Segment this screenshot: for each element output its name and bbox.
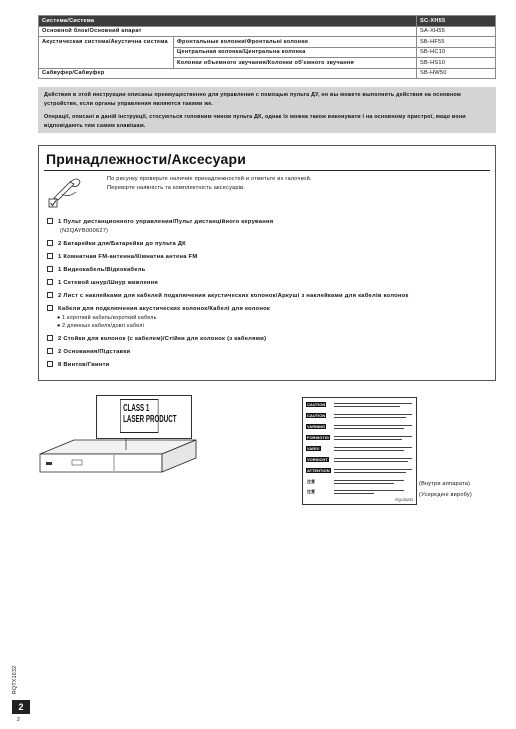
row-label: Основной блок/Основний апарат — [39, 26, 417, 37]
list-item — [47, 348, 130, 356]
laser-line-2: LASER PRODUCT — [123, 414, 177, 425]
title-divider — [44, 170, 490, 171]
caution-tag: ATTENTION — [307, 468, 330, 473]
accessories-title: Принадлежности/Аксесуари — [46, 151, 247, 167]
list-item — [47, 266, 145, 274]
row-code: SA-XH55 — [417, 26, 496, 37]
intro-ru: По рисунку проверьте наличие принадлежностей и отметьте их галочкой. — [107, 176, 312, 182]
list-item — [47, 253, 197, 261]
caution-tag: CAUTION — [307, 413, 326, 418]
item-text: 1 Видеокабель/Відеокабель — [58, 267, 146, 273]
row-sub: Центральная колонка/Центральна колонка — [174, 47, 417, 58]
item-text: Кабели для подключения акустических колонок/Кабелі для колонок — [58, 306, 271, 312]
caution-tag: VARO! — [307, 446, 320, 451]
checkbox[interactable] — [47, 335, 53, 341]
caution-tag: FORSIGTIG — [307, 435, 329, 440]
note-ru: Действия в этой инструкции описаны преимущественно для управления с помощью пульта ДУ, но вы можете выполнять действия на основном устройстве, если органы управления являются такими же. — [44, 92, 461, 107]
item-text: 1 Сетевой шнур/Шнур живлення — [58, 280, 159, 286]
item-text: 2 Лист с наклейками для кабелей подключения акустических колонок/Аркуші з наклейками для кабелів колонок — [58, 293, 409, 299]
list-item — [47, 240, 186, 248]
row-label: Сабвуфер/Сабвуфер — [39, 68, 417, 79]
row-code: SB-HW50 — [417, 68, 496, 79]
item-text: 1 Пульт дистанционного управления/Пульт дистанційного керування — [58, 219, 274, 225]
checkbox[interactable] — [47, 266, 53, 272]
hand-checkmark-icon — [48, 172, 84, 208]
inside-caption-ua: (Усередені виробу) — [419, 492, 472, 498]
checkbox[interactable] — [47, 348, 53, 354]
checkbox[interactable] — [47, 218, 53, 224]
list-item — [47, 335, 266, 343]
caution-tag: 注意 — [307, 489, 315, 494]
caution-tag: VARNING — [307, 424, 326, 429]
item-bullet: ● 2 длинных кабеля/довгі кабелі — [57, 323, 144, 329]
row-sub: Колонки объемного звучания/Колонки об'ємного звучання — [174, 58, 417, 69]
inside-caption-ru: (Внутри аппарата) — [419, 481, 471, 487]
item-text: 1 Комнатная FM-антенна/Кімнатна антена FM — [58, 254, 198, 260]
row-code: SB-HF55 — [417, 37, 496, 48]
checkbox[interactable] — [47, 240, 53, 246]
caution-tag: VORSICHT — [307, 457, 328, 462]
remote-note — [38, 87, 496, 133]
caution-label — [302, 397, 417, 505]
list-item — [47, 305, 270, 313]
list-item — [47, 361, 110, 369]
system-code: SC-XH55 — [417, 16, 496, 27]
row-code: SB-HC10 — [417, 47, 496, 58]
row-label: Акустическая система/Акустична система — [39, 37, 174, 69]
item-text: 2 Стойки для колонок (с кабелем)/Стійки для колонок (з кабелями) — [58, 336, 267, 342]
accessories-intro — [107, 175, 312, 193]
laser-label — [120, 399, 177, 433]
doc-code: RQTX1032 — [12, 665, 18, 694]
list-item — [47, 292, 409, 300]
table-row — [39, 26, 496, 37]
table-row — [39, 37, 496, 48]
row-code: SB-HS10 — [417, 58, 496, 69]
item-text: 2 Батарейки для/Батарейки до пульта ДК — [58, 241, 186, 247]
model-table — [38, 15, 496, 79]
page-number-small: 2 — [17, 717, 20, 723]
item-bullet: ● 1 короткий кабель/короткий кабель — [57, 315, 157, 321]
label-code: RQLS0233 — [395, 498, 413, 502]
page-number: 2 — [12, 700, 30, 714]
caution-tag: CAUTION — [307, 402, 326, 407]
intro-ua: Перевірте наявність та комплектність аксесуарів. — [107, 184, 245, 191]
item-sub: (N2QAYB000627) — [60, 228, 109, 234]
note-ua: Операції, описані в даній інструкції, стосуються головним чином пульта ДК, однак їх можна також виконувати і на основному пристрої, якщо вони відповідають тим самим клавішам. — [44, 114, 466, 129]
caution-tag: 注意 — [307, 479, 315, 484]
checkbox[interactable] — [47, 292, 53, 298]
list-item — [47, 218, 273, 226]
checkbox[interactable] — [47, 279, 53, 285]
checkbox[interactable] — [47, 361, 53, 367]
checkbox[interactable] — [47, 305, 53, 311]
list-item — [47, 279, 158, 287]
laser-line-1: CLASS 1 — [123, 403, 150, 414]
row-sub: Фронтальные колонки/Фронтальні колонки — [174, 37, 417, 48]
system-label: Система/Система — [39, 16, 417, 27]
checkbox[interactable] — [47, 253, 53, 259]
table-row — [39, 68, 496, 79]
item-text: 2 Основания/Підставки — [58, 349, 131, 355]
model-table-header — [39, 16, 496, 27]
item-text: 8 Винтов/Гвинти — [58, 362, 110, 368]
